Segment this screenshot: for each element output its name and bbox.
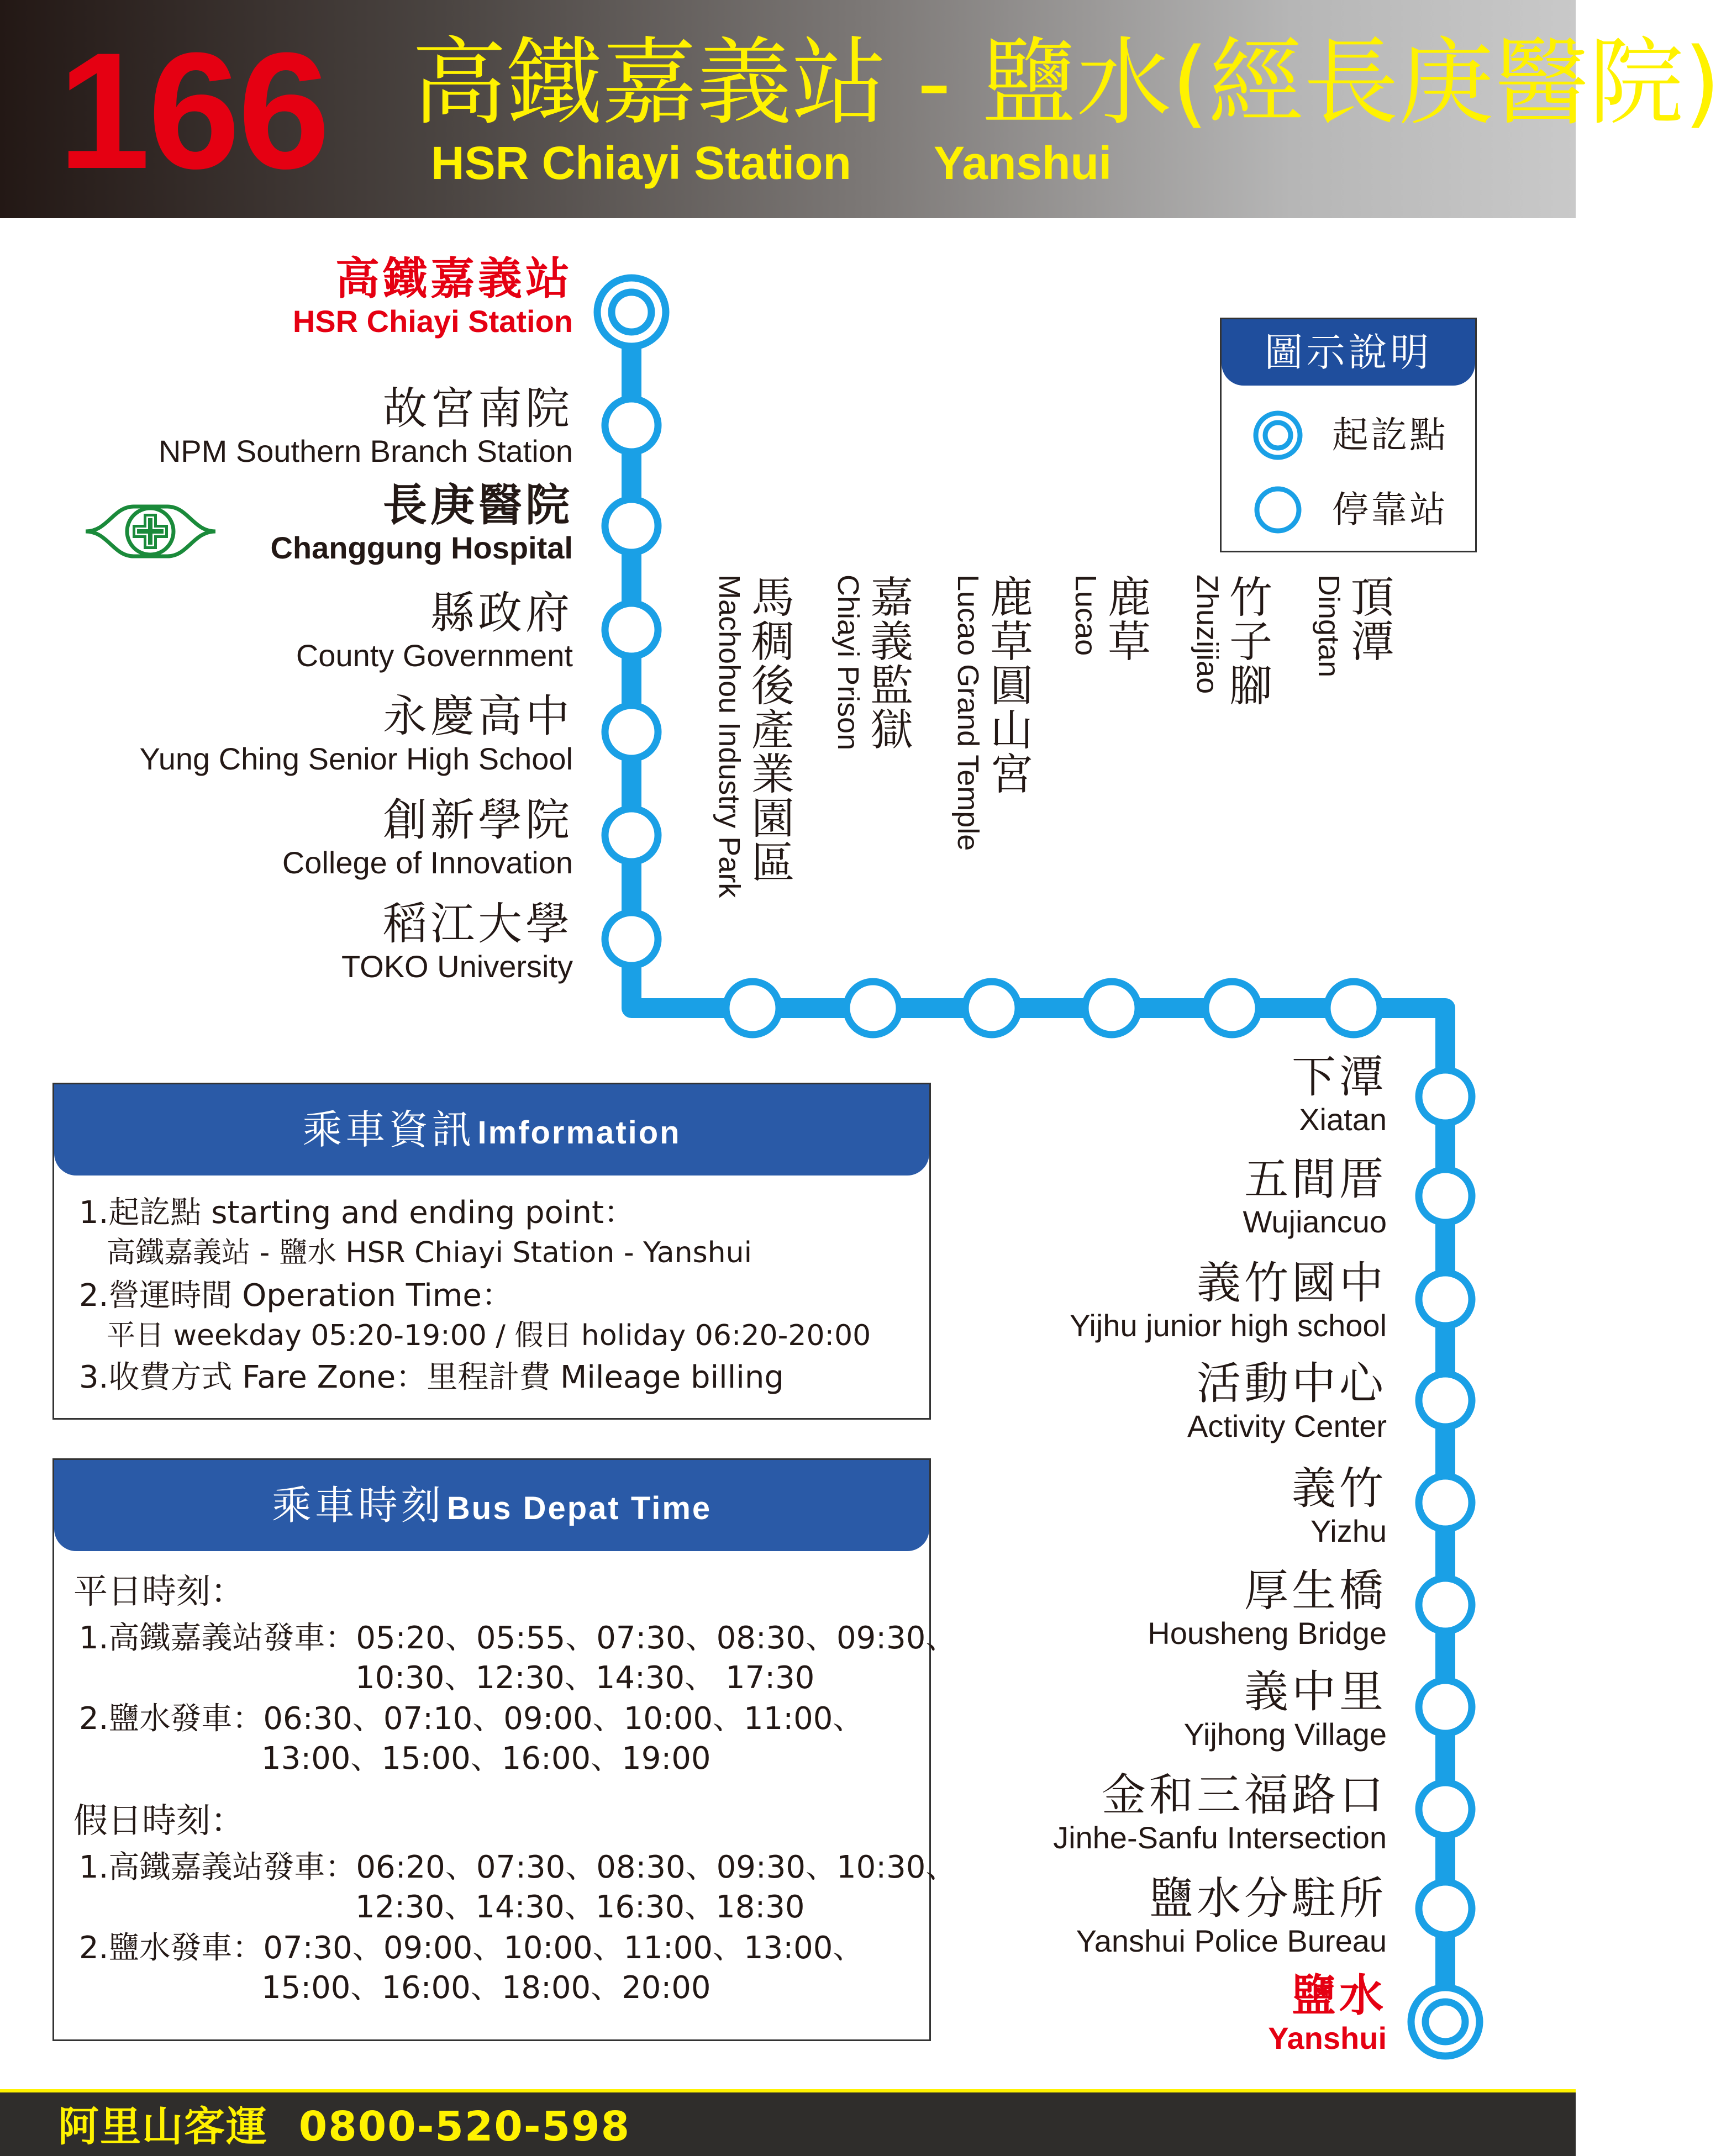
stop-name-en: Yizhu bbox=[1310, 1514, 1387, 1548]
operator-contact bbox=[58, 2099, 630, 2154]
legend-stop-label: 停靠站 bbox=[1332, 488, 1448, 531]
timetable-box bbox=[52, 1458, 957, 2041]
stop-marker bbox=[1206, 982, 1259, 1035]
stop-yanshui-police-bureau bbox=[1076, 1874, 1387, 1959]
stop-name-en: Wujiancuo bbox=[1243, 1204, 1387, 1239]
stop-jinhe-sanfu-intersection bbox=[1053, 1770, 1387, 1855]
stop-name-en: Activity Center bbox=[1187, 1409, 1387, 1443]
weekday-yanshui-departures: 2.鹽水發車：06:30、07:10、09:00、10:00、11:00、 bbox=[79, 1701, 864, 1737]
holiday-hsr-departures: 1.高鐵嘉義站發車：06:20、07:30、08:30、09:30、10:30、 bbox=[79, 1849, 957, 1885]
weekday-hsr-departures: 1.高鐵嘉義站發車：05:20、05:55、07:30、08:30、09:30、 bbox=[79, 1620, 957, 1656]
stop-name-en: Zhuzijiao bbox=[1191, 574, 1224, 694]
holiday-hsr-departures-cont: 12:30、14:30、16:30、18:30 bbox=[355, 1889, 805, 1925]
stop-name-zh: 鹿草 bbox=[1101, 574, 1150, 663]
timetable-title-en: Bus Depat Time bbox=[446, 1490, 712, 1526]
stop-marker bbox=[1419, 1169, 1472, 1222]
stop-name-zh: 五間厝 bbox=[1244, 1153, 1387, 1205]
stop-county-government bbox=[296, 588, 573, 673]
stop-name-zh: 長庚醫院 bbox=[383, 479, 573, 531]
stop-name-en: Changgung Hospital bbox=[270, 530, 573, 565]
stop-name-en: Machohou Industry Park bbox=[713, 574, 746, 898]
stop-name-en: Xiatan bbox=[1299, 1102, 1387, 1137]
stop-marker bbox=[605, 603, 658, 656]
terminal-stop-marker-inner bbox=[612, 292, 651, 332]
stop-name-en: Lucao Grand Temple bbox=[951, 574, 985, 851]
stop-marker bbox=[726, 982, 779, 1035]
stop-name-en: College of Innovation bbox=[282, 845, 573, 880]
stop-name-zh: 鹽水 bbox=[1292, 1970, 1387, 2021]
stop-marker bbox=[605, 705, 658, 758]
bus-stop-icon bbox=[1250, 482, 1306, 537]
route-title-en-destination: Yanshui bbox=[934, 137, 1112, 189]
stop-yijhu-junior-high bbox=[1070, 1258, 1387, 1343]
stop-name-zh: 鹽水分駐所 bbox=[1149, 1873, 1387, 1924]
stop-name-en: Yanshui bbox=[1268, 2021, 1387, 2055]
stop-marker bbox=[1419, 1783, 1472, 1836]
stop-name-en: Yijhu junior high school bbox=[1070, 1308, 1387, 1343]
weekday-label: 平日時刻： bbox=[73, 1571, 245, 1611]
stop-npm-southern-branch bbox=[159, 384, 573, 469]
stop-marker bbox=[1419, 1273, 1472, 1326]
stop-name-zh: 活動中心 bbox=[1197, 1358, 1387, 1409]
hospital-logo-icon bbox=[83, 494, 218, 569]
stop-name-zh: 金和三福路口 bbox=[1102, 1769, 1387, 1821]
stop-college-of-innovation bbox=[282, 795, 573, 881]
information-box-title bbox=[54, 1084, 929, 1175]
stop-marker bbox=[1419, 1374, 1472, 1427]
stop-marker bbox=[1419, 1680, 1472, 1733]
info-line-1: 1.起訖點 starting and ending point： bbox=[79, 1195, 635, 1231]
stop-wujiancuo bbox=[1243, 1155, 1387, 1240]
stop-toko-university bbox=[341, 899, 573, 984]
stop-name-en: Yijhong Village bbox=[1183, 1717, 1387, 1752]
timetable-box-title bbox=[54, 1460, 929, 1551]
stop-activity-center bbox=[1187, 1359, 1387, 1444]
stop-marker bbox=[605, 499, 658, 552]
stop-name-zh: 鹿草圓山宮 bbox=[983, 574, 1033, 795]
stop-marker bbox=[605, 809, 658, 862]
weekday-yanshui-departures-cont: 13:00、15:00、16:00、19:00 bbox=[261, 1741, 711, 1777]
terminal-stop-marker-inner bbox=[1425, 2002, 1465, 2042]
stop-marker bbox=[605, 913, 658, 966]
legend-stop-row bbox=[1222, 482, 1475, 537]
stop-zhuzijiao bbox=[1191, 574, 1270, 956]
route-title-en-origin: HSR Chiayi Station bbox=[431, 137, 851, 189]
stop-yung-ching-senior-high bbox=[139, 692, 573, 777]
stop-machohou-industry-park bbox=[713, 574, 792, 956]
stop-name-zh: 創新學院 bbox=[383, 794, 573, 846]
route-title-zh: 高鐵嘉義站 - 鹽水(經長庚醫院) bbox=[412, 27, 1721, 138]
stop-yijhong-village bbox=[1184, 1667, 1387, 1752]
stop-marker bbox=[1419, 1476, 1472, 1529]
legend-box bbox=[1220, 318, 1477, 552]
terminal-stop-icon bbox=[1250, 408, 1306, 463]
stop-hsr-chiayi-station bbox=[293, 254, 573, 339]
stop-name-en: TOKO University bbox=[341, 949, 573, 984]
stop-marker bbox=[605, 399, 658, 452]
stop-name-zh: 下潭 bbox=[1292, 1051, 1387, 1103]
weekday-hsr-departures-cont: 10:30、12:30、14:30、 17:30 bbox=[355, 1660, 815, 1696]
stop-name-en: Dingtan bbox=[1312, 574, 1345, 678]
stop-name-en: HSR Chiayi Station bbox=[292, 304, 573, 339]
stop-xiatan bbox=[1292, 1052, 1387, 1137]
stop-name-en: Housheng Bridge bbox=[1148, 1616, 1387, 1651]
info-line-2: 高鐵嘉義站 - 鹽水 HSR Chiayi Station - Yanshui bbox=[107, 1236, 752, 1269]
info-line-4: 平日 weekday 05:20-19:00 / 假日 holiday 06:20-20:00 bbox=[107, 1319, 871, 1352]
stop-housheng-bridge bbox=[1148, 1566, 1387, 1651]
stop-marker bbox=[965, 982, 1018, 1035]
footer-divider bbox=[0, 2089, 1576, 2092]
stop-marker bbox=[1419, 1070, 1472, 1123]
holiday-yanshui-departures: 2.鹽水發車：07:30、09:00、10:00、11:00、13:00、 bbox=[79, 1930, 864, 1966]
stop-marker bbox=[1085, 982, 1138, 1035]
stop-name-zh: 馬稠後產業園區 bbox=[744, 574, 794, 884]
stop-yanshui bbox=[1268, 1971, 1387, 2056]
stop-name-zh: 嘉義監獄 bbox=[863, 574, 913, 751]
stop-name-zh: 故宮南院 bbox=[383, 383, 573, 434]
information-title-en: Imformation bbox=[477, 1115, 681, 1151]
info-line-3: 2.營運時間 Operation Time： bbox=[79, 1278, 513, 1314]
operator-name: 阿里山客運 bbox=[58, 2103, 268, 2150]
stop-name-zh: 竹子腳 bbox=[1222, 574, 1272, 707]
information-title-zh: 乘車資訊 bbox=[302, 1106, 475, 1153]
stop-name-en: Yung Ching Senior High School bbox=[139, 741, 573, 776]
stop-changgung-hospital bbox=[270, 481, 573, 566]
stop-lucao bbox=[1069, 574, 1149, 956]
stop-name-zh: 縣政府 bbox=[430, 587, 573, 639]
stop-yizhu bbox=[1292, 1464, 1387, 1549]
stop-name-en: Chiayi Prison bbox=[831, 574, 865, 751]
stop-name-zh: 稻江大學 bbox=[383, 898, 573, 950]
stop-dingtan bbox=[1312, 574, 1392, 956]
stop-name-zh: 義竹 bbox=[1292, 1463, 1387, 1514]
stop-marker bbox=[1327, 982, 1380, 1035]
stop-name-en: NPM Southern Branch Station bbox=[158, 434, 573, 468]
stop-marker bbox=[846, 982, 899, 1035]
holiday-label: 假日時刻： bbox=[73, 1800, 245, 1841]
stop-name-zh: 義中里 bbox=[1244, 1666, 1387, 1717]
stop-name-zh: 義竹國中 bbox=[1197, 1257, 1387, 1309]
stop-name-en: Jinhe-Sanfu Intersection bbox=[1053, 1820, 1387, 1855]
information-box bbox=[52, 1083, 931, 1420]
info-line-5: 3.收費方式 Fare Zone：里程計費 Mileage billing bbox=[79, 1359, 784, 1395]
legend-terminal-label: 起訖點 bbox=[1332, 414, 1448, 456]
route-number: 166 bbox=[58, 18, 328, 203]
stop-name-zh: 頂潭 bbox=[1344, 574, 1393, 663]
stop-name-en: Lucao bbox=[1069, 574, 1102, 656]
stop-name-en: County Government bbox=[296, 638, 573, 673]
stop-marker bbox=[1419, 1882, 1472, 1935]
stop-marker bbox=[1419, 1578, 1472, 1631]
holiday-yanshui-departures-cont: 15:00、16:00、18:00、20:00 bbox=[261, 1970, 711, 2006]
stop-name-zh: 厚生橋 bbox=[1244, 1565, 1387, 1616]
operator-phone: 0800-520-598 bbox=[298, 2103, 631, 2150]
legend-title: 圖示說明 bbox=[1222, 319, 1475, 386]
stop-name-en: Yanshui Police Bureau bbox=[1076, 1923, 1387, 1958]
stop-name-zh: 永慶高中 bbox=[383, 690, 573, 742]
timetable-title-zh: 乘車時刻 bbox=[271, 1482, 444, 1528]
legend-terminal-row bbox=[1222, 408, 1475, 463]
stop-name-zh: 高鐵嘉義站 bbox=[335, 253, 573, 304]
stop-lucao-grand-temple bbox=[951, 574, 1031, 956]
stop-chiayi-prison bbox=[831, 574, 911, 956]
